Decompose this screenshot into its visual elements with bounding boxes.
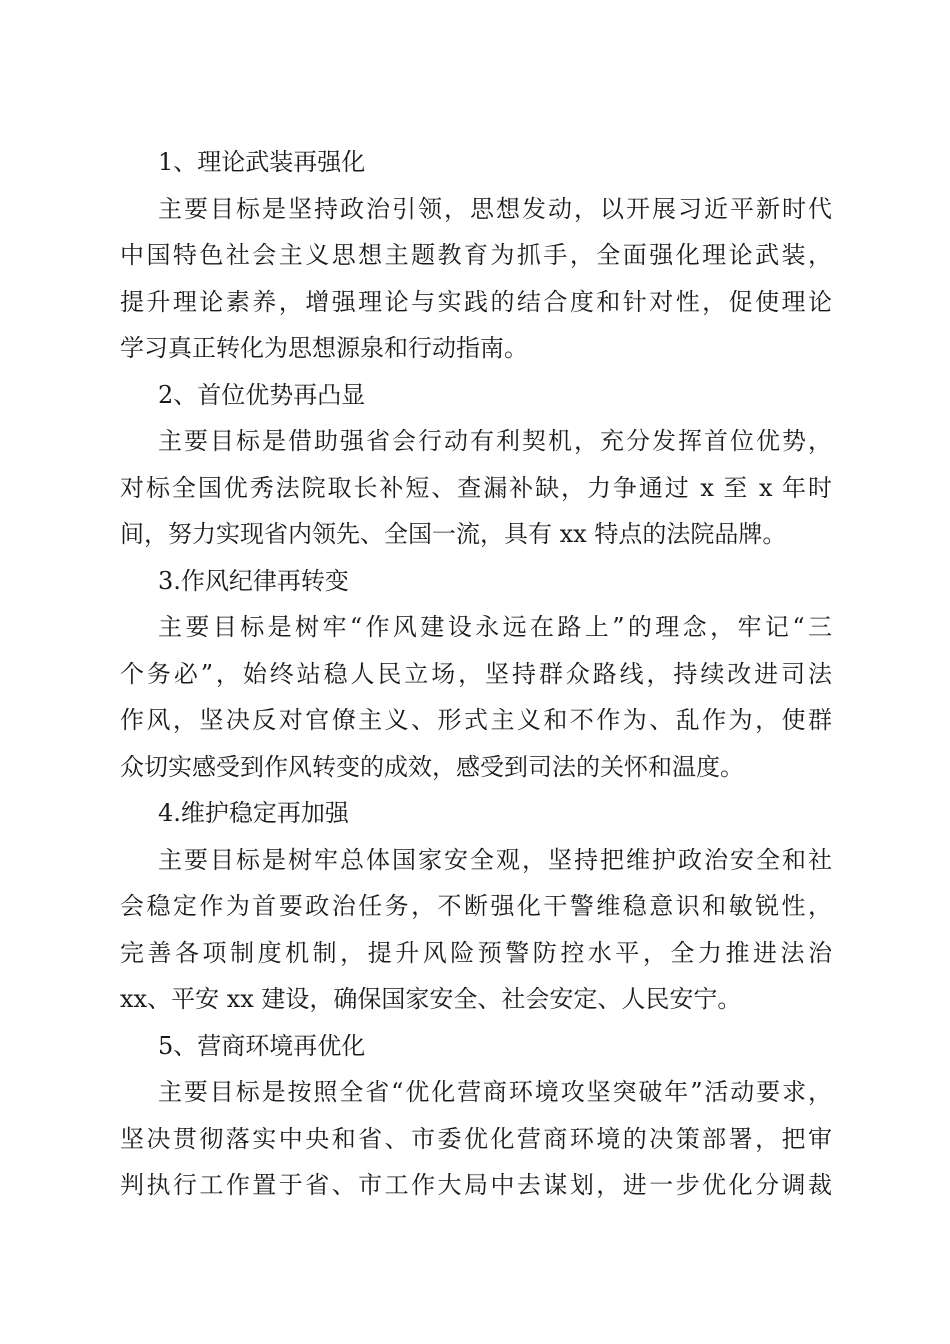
- paragraph-line: 主要目标是树牢总体国家安全观，坚持把维护政治安全和社: [158, 845, 832, 874]
- paragraph-line: 主要目标是按照全省“优化营商环境攻坚突破年”活动要求，: [158, 1078, 832, 1106]
- paragraph-line: xx、平安 xx 建设，确保国家安全、社会安定、人民安宁。: [120, 985, 742, 1013]
- paragraph-line: 会稳定作为首要政治任务，不断强化干警维稳意识和敏锐性，: [120, 892, 832, 920]
- paragraph-line: 完善各项制度机制，提升风险预警防控水平，全力推进法治: [120, 938, 832, 967]
- paragraph-line: 作风，坚决反对官僚主义、形式主义和不作为、乱作为，使群: [120, 706, 832, 734]
- paragraph-line: 主要目标是借助强省会行动有利契机，充分发挥首位优势，: [158, 427, 832, 455]
- paragraph-line: 中国特色社会主义思想主题教育为抓手，全面强化理论武装，: [120, 241, 832, 269]
- document-body: [120, 139, 832, 1209]
- paragraph-line: 坚决贯彻落实中央和省、市委优化营商环境的决策部署，把审: [120, 1124, 832, 1153]
- paragraph-line: 判执行工作置于省、市工作大局中去谋划，进一步优化分调裁: [120, 1171, 832, 1199]
- paragraph-line: 主要目标是树牢“作风建设永远在路上”的理念，牢记“三: [158, 613, 832, 641]
- paragraph-line: 众切实感受到作风转变的成效，感受到司法的关怀和温度。: [120, 752, 744, 781]
- paragraph-line: 个务必”，始终站稳人民立场，坚持群众路线，持续改进司法: [120, 659, 832, 688]
- paragraph-line: 学习真正转化为思想源泉和行动指南。: [120, 334, 528, 362]
- paragraph-line: 主要目标是坚持政治引领，思想发动，以开展习近平新时代: [158, 194, 832, 223]
- section-heading: 2、首位优势再凸显: [158, 380, 366, 409]
- section-heading: 3.作风纪律再转变: [158, 566, 349, 595]
- paragraph-line: 对标全国优秀法院取长补短、查漏补缺，力争通过 x 至 x 年时: [120, 473, 832, 502]
- paragraph-line: 间，努力实现省内领先、全国一流，具有 xx 特点的法院品牌。: [120, 520, 787, 548]
- paragraph-line: 提升理论素养，增强理论与实践的结合度和针对性，促使理论: [120, 287, 832, 316]
- section-heading: 1、理论武装再强化: [158, 148, 366, 176]
- section-heading: 4.维护稳定再加强: [158, 799, 349, 827]
- section-heading: 5、营商环境再优化: [158, 1031, 366, 1060]
